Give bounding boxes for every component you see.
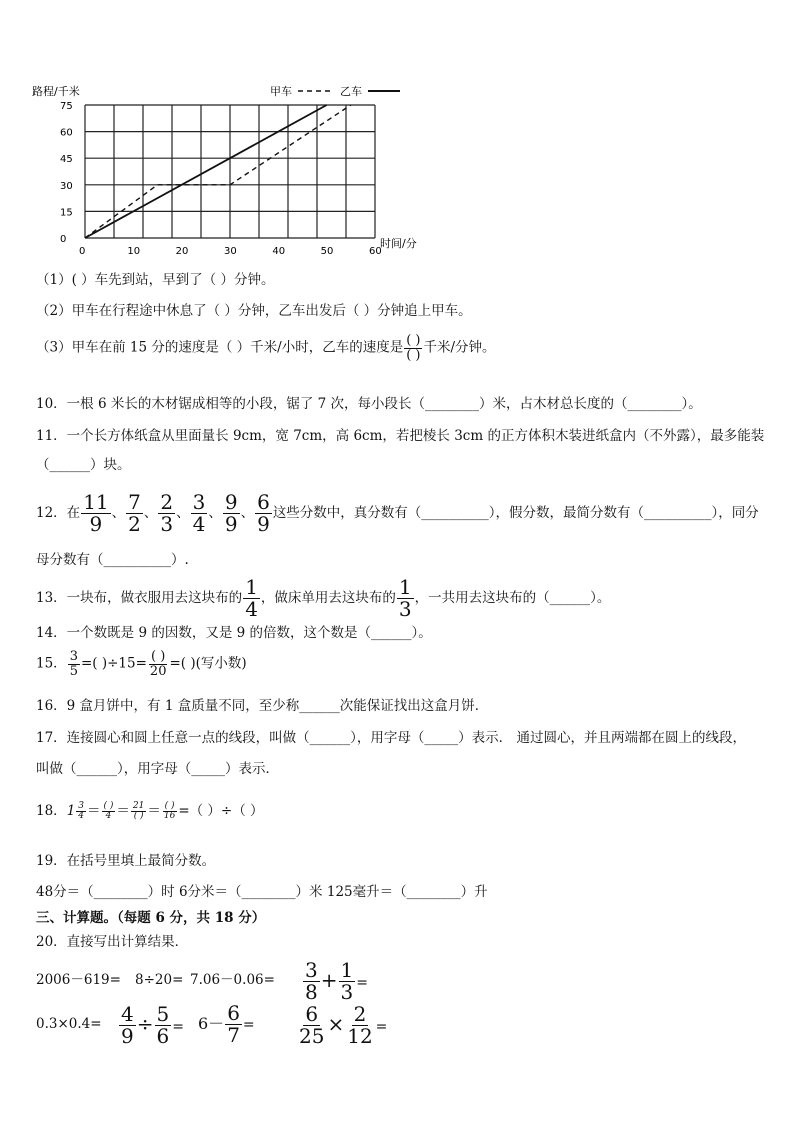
frac-den: 9 xyxy=(121,1024,134,1048)
q9-part3-text: （3）甲车在前 15 分的速度是（ ）千米/小时，乙车的速度是 xyxy=(36,339,404,356)
q14: 14．一个数既是 9 的因数，又是 9 的倍数，这个数是（______）。 xyxy=(36,625,432,641)
frac-num: 6 xyxy=(227,1001,240,1025)
q9-part1: （1）( ）车先到站，早到了（ ）分钟。 xyxy=(36,272,275,288)
y-tick-label: 15 xyxy=(60,207,73,219)
calc-3: 7.06－0.06= xyxy=(190,972,275,988)
fraction xyxy=(225,1003,242,1046)
frac-num: 5 xyxy=(156,1002,170,1026)
fraction xyxy=(339,960,356,1003)
y-tick-label: 60 xyxy=(60,127,73,139)
frac-num: 4 xyxy=(121,1002,134,1026)
fraction xyxy=(131,802,146,822)
operator: ÷ xyxy=(136,1012,154,1036)
fraction xyxy=(243,577,260,620)
x-tick-label: 10 xyxy=(127,246,141,257)
frac-den: 5 xyxy=(69,663,78,679)
q12-suffix: 这些分数中，真分数有（__________），假分数，最简分数有（__________），同分 xyxy=(272,505,759,521)
x-axis-label: 时间/分 xyxy=(380,237,417,250)
frac-num: 3 xyxy=(78,800,85,811)
equals: = xyxy=(375,1019,388,1035)
frac-num: 11 xyxy=(83,490,109,514)
series-line-jia xyxy=(85,105,351,238)
separator: 、 xyxy=(208,505,222,521)
frac-den: 3 xyxy=(340,980,354,1004)
calc-2: 8÷20= xyxy=(135,972,184,988)
frac-den: 3 xyxy=(160,512,174,536)
q12-line2: 母分数有（__________）. xyxy=(36,552,189,568)
calc-8 xyxy=(296,1002,387,1049)
separator: 、 xyxy=(143,505,158,521)
fraction xyxy=(81,492,110,535)
separator: 、 xyxy=(111,505,126,521)
q20-title: 20．直接写出计算结果． xyxy=(36,934,189,950)
fraction xyxy=(297,1004,326,1047)
q15-prefix: 15． xyxy=(36,655,67,672)
frac-den: 4 xyxy=(105,811,112,821)
fraction xyxy=(126,492,143,535)
y-tick-label: 45 xyxy=(60,154,73,166)
frac-den: 9 xyxy=(257,512,270,536)
q11-line2: （______）块。 xyxy=(36,457,131,473)
legend-yi: 乙车 xyxy=(340,85,362,98)
q13-text-a: 13．一块布，做衣服用去这块布的 xyxy=(36,590,243,606)
fraction xyxy=(191,492,208,535)
frac-num: 3 xyxy=(192,490,206,514)
chart-legend xyxy=(270,85,400,98)
operator: + xyxy=(320,968,338,992)
frac-den: 6 xyxy=(156,1024,170,1048)
separator: 、 xyxy=(176,505,190,521)
x-tick-label: 60 xyxy=(369,246,382,257)
x-tick-label: 40 xyxy=(272,246,286,257)
operator: × xyxy=(327,1012,345,1036)
section-3-heading: 三、计算题。（每题 6 分，共 18 分） xyxy=(36,910,266,926)
fraction xyxy=(303,960,320,1003)
q11-line1: 11．一个长方体纸盒从里面量长 9cm，宽 7cm，高 6cm，若把棱长 3cm 的正方体积木装进纸盒内（不外露），最多能装 xyxy=(36,428,765,444)
x-tick-label: 50 xyxy=(320,246,334,257)
calc-6 xyxy=(118,1002,184,1049)
frac-den: 4 xyxy=(78,811,85,821)
x-tick-label: 20 xyxy=(175,246,189,257)
frac-num: ( ) xyxy=(151,649,166,664)
y-tick-label: 0 xyxy=(60,234,67,245)
q17-line1: 17．连接圆心和圆上任意一点的线段，叫做（______），用字母（_____）表示． 通过圆心，并且两端都在圆上的线段， xyxy=(36,730,746,746)
fraction xyxy=(68,650,80,678)
q12-line1 xyxy=(36,492,759,535)
frac-num: ( ) xyxy=(103,800,114,811)
fraction xyxy=(155,1004,172,1047)
q18: 18．1 $\frac{3}{4}$ ＝ $\frac{( )}{4}$ ＝ $\frac{21}{( )}$ ＝ $\frac{( )}{16}$ =（ ）÷（ ） xyxy=(36,800,264,821)
y-axis-label: 路程/千米 xyxy=(32,85,80,98)
frac-num: 7 xyxy=(128,490,141,514)
equals: = xyxy=(172,1019,184,1035)
fraction xyxy=(158,492,175,535)
q19-title: 19．在括号里填上最简分数。 xyxy=(36,853,216,869)
frac-num: ( ) xyxy=(164,800,175,811)
frac-num: 6 xyxy=(305,1002,319,1026)
frac-num: 1 xyxy=(398,575,412,599)
frac-num: 21 xyxy=(132,800,145,811)
frac-den: 7 xyxy=(227,1023,240,1047)
mixed-fraction xyxy=(76,802,86,822)
equals: = xyxy=(242,1017,255,1033)
q16: 16．9 盒月饼中，有 1 盒质量不同，至少称______次能保证找出这盒月饼． xyxy=(36,698,489,714)
frac-den: 16 xyxy=(163,811,176,821)
q9-blank-fraction xyxy=(404,334,422,362)
separator: 、 xyxy=(240,505,255,521)
frac-num: 1 xyxy=(245,575,258,599)
fraction xyxy=(102,802,116,822)
fraction xyxy=(397,577,414,620)
frac-den: 12 xyxy=(347,1024,373,1048)
frac-num: 2 xyxy=(160,490,174,514)
calc-7-prefix: 6－ xyxy=(198,1014,225,1033)
y-tick-label: 75 xyxy=(60,101,73,112)
q17-line2: 叫做（______），用字母（_____）表示． xyxy=(36,761,279,777)
frac-den: 20 xyxy=(149,663,167,679)
q13 xyxy=(36,577,610,620)
fraction xyxy=(119,1004,136,1047)
frac-num: 6 xyxy=(257,490,270,514)
q15-mid: =( )÷15= xyxy=(80,655,147,672)
fraction xyxy=(223,492,240,535)
chart-grid xyxy=(85,105,375,238)
frac-den: 4 xyxy=(245,597,258,621)
q15-post: =( )(写小数) xyxy=(169,655,247,672)
q9-part2: （2）甲车在行程途中休息了（ ）分钟，乙车出发后（ ）分钟追上甲车。 xyxy=(36,303,472,319)
legend-jia: 甲车 xyxy=(270,85,292,98)
q19-items: 48分＝（________）时 6分米＝（________）米 125毫升＝（________）升 xyxy=(36,884,488,900)
chart-ticks xyxy=(60,101,382,257)
fraction xyxy=(345,1004,374,1047)
frac-den: 2 xyxy=(128,512,141,536)
q12-fractions xyxy=(80,490,273,536)
frac-num: ( ) xyxy=(406,333,421,348)
q9-part3-unit: 千米/分钟。 xyxy=(423,339,496,356)
fraction xyxy=(162,802,177,822)
q10: 10．一根 6 米长的木材锯成相等的小段，锯了 7 次，每小段长（________）米，占木材总长度的（________）。 xyxy=(36,396,702,412)
frac-den: 3 xyxy=(398,597,412,621)
equals: = xyxy=(356,975,368,991)
q18-post: =（ ）÷（ ） xyxy=(178,803,264,819)
series-line-yi xyxy=(85,105,327,238)
frac-den: ( ) xyxy=(406,347,421,363)
frac-den: 4 xyxy=(192,512,206,536)
x-tick-label: 0 xyxy=(79,246,86,257)
calc-7 xyxy=(198,1002,255,1047)
frac-den: 9 xyxy=(224,512,238,536)
frac-den: ( ) xyxy=(133,811,144,821)
q18-whole: 1 xyxy=(66,803,76,819)
calc-5: 0.3×0.4= xyxy=(36,1016,102,1032)
calc-4 xyxy=(302,958,368,1005)
fraction xyxy=(255,492,272,535)
q13-text-c: ，一共用去这块布的（______）。 xyxy=(414,590,611,606)
frac-num: 9 xyxy=(224,490,238,514)
q9-part3 xyxy=(36,334,496,362)
q13-text-b: ，做床单用去这块布的 xyxy=(260,590,396,606)
frac-num: 3 xyxy=(305,958,318,982)
calc-1: 2006－619= xyxy=(36,972,121,988)
frac-den: 9 xyxy=(89,512,103,536)
q15 xyxy=(36,650,247,678)
fraction xyxy=(148,650,169,678)
x-tick-label: 30 xyxy=(224,246,237,257)
distance-time-chart xyxy=(30,80,420,265)
frac-den: 25 xyxy=(299,1024,325,1048)
q12-prefix: 12．在 xyxy=(36,505,81,521)
frac-num: 1 xyxy=(340,958,354,982)
frac-den: 8 xyxy=(305,980,318,1004)
chart-series xyxy=(85,105,351,238)
frac-num: 2 xyxy=(353,1002,367,1026)
y-tick-label: 30 xyxy=(60,180,73,192)
frac-num: 3 xyxy=(69,649,78,664)
q18-prefix: 18． xyxy=(36,803,67,819)
